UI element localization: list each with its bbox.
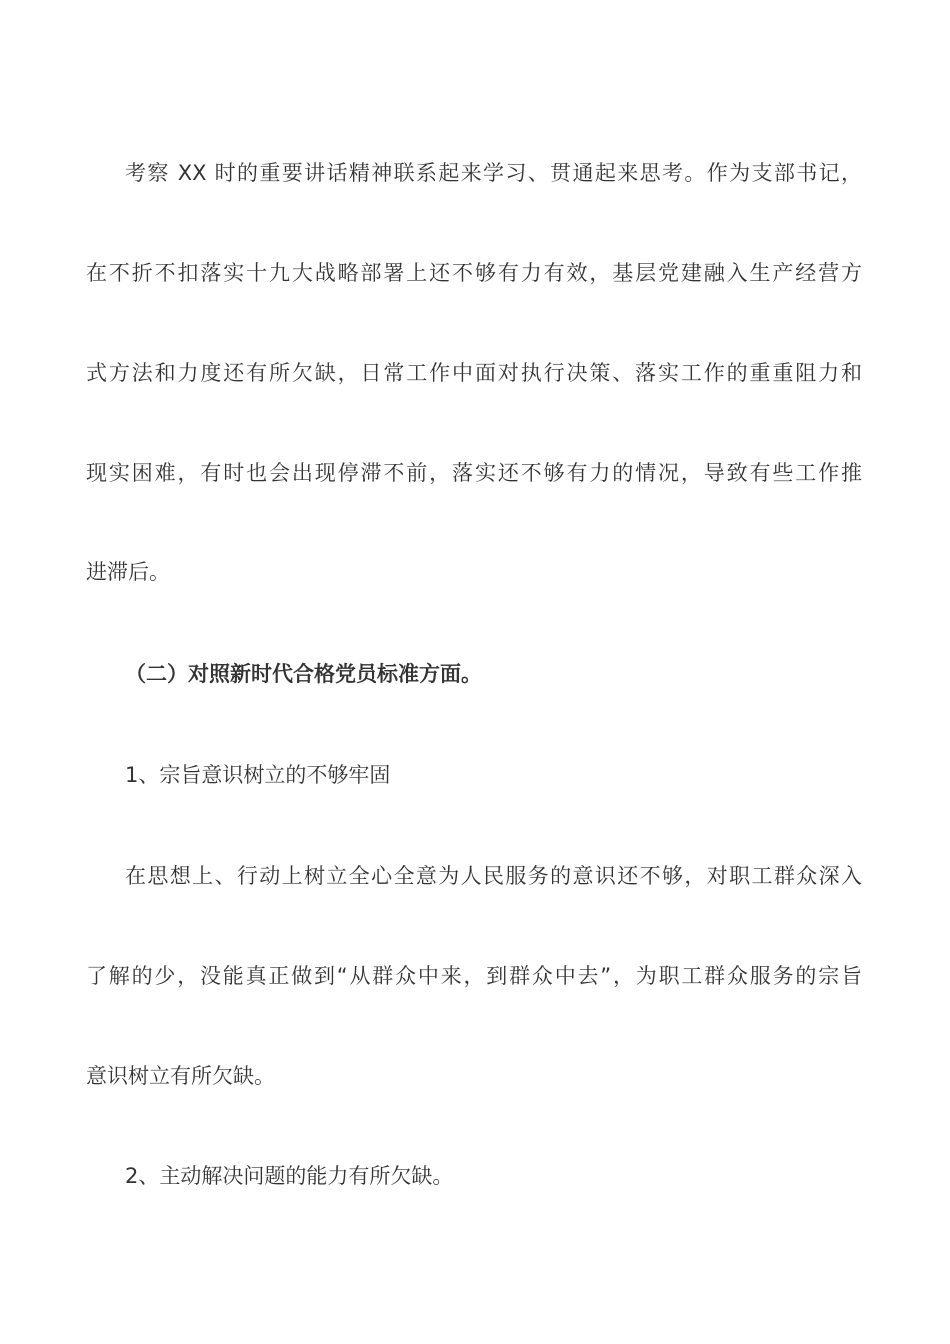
section-heading: （二）对照新时代合格党员标准方面。 (125, 662, 482, 686)
paragraph2-line2: 了解的少，没能真正做到“从群众中来，到群众中去”，为职工群众服务的宗旨 (86, 964, 862, 988)
paragraph2-line3: 意识树立有所欠缺。 (86, 1064, 275, 1088)
paragraph1-line5: 进滞后。 (86, 560, 170, 584)
paragraph1-line2: 在不折不扣落实十九大战略部署上还不够有力有效，基层党建融入生产经营方 (86, 261, 862, 285)
paragraph1-line3: 式方法和力度还有所欠缺，日常工作中面对执行决策、落实工作的重重阻力和 (86, 361, 862, 385)
item1-title: 1、宗旨意识树立的不够牢固 (125, 763, 391, 787)
paragraph2-line1: 在思想上、行动上树立全心全意为人民服务的意识还不够，对职工群众深入 (125, 864, 862, 888)
item2-title: 2、主动解决问题的能力有所欠缺。 (125, 1164, 454, 1188)
paragraph1-line1: 考察 XX 时的重要讲话精神联系起来学习、贯通起来思考。作为支部书记， (125, 161, 862, 185)
paragraph1-line4: 现实困难，有时也会出现停滞不前，落实还不够有力的情况，导致有些工作推 (86, 461, 862, 485)
